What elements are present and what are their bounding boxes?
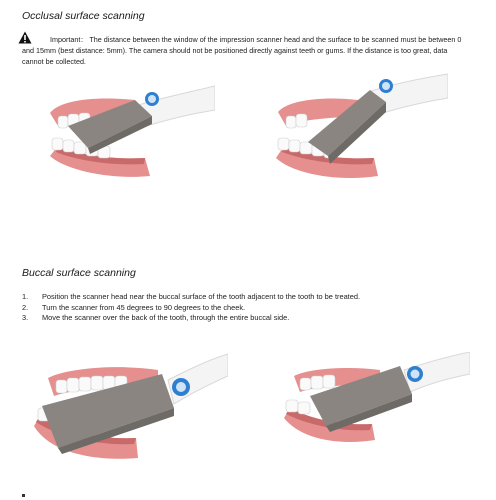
occlusal-scan-illustration-left (40, 78, 215, 186)
occlusal-heading: Occlusal surface scanning (22, 10, 145, 22)
buccal-steps (22, 292, 360, 324)
occlusal-scan-illustration-right (268, 72, 448, 187)
list-item: 2. Turn the scanner from 45 degrees to 90 degrees to the cheek. (22, 302, 246, 312)
list-item: 1. Position the scanner head near the buccal surface of the tooth adjacent to the tooth to be treated. (22, 292, 361, 301)
buccal-scan-illustration-right (280, 352, 470, 447)
page-marker (22, 494, 25, 497)
important-note (22, 34, 462, 67)
buccal-scan-illustration-left (28, 350, 228, 465)
buccal-heading: Buccal surface scanning (22, 267, 136, 279)
list-item: 3. Move the scanner over the back of the tooth, through the entire buccal side. (22, 313, 290, 322)
important-text: Important： The distance between the window of the impression scanner head and the surface to be scanned must be between 0 and 15mm (best distance: 5mm). The camera should not be positioned directly against teeth or gums. If the distance is too great, data cannot be collected. (22, 35, 462, 66)
